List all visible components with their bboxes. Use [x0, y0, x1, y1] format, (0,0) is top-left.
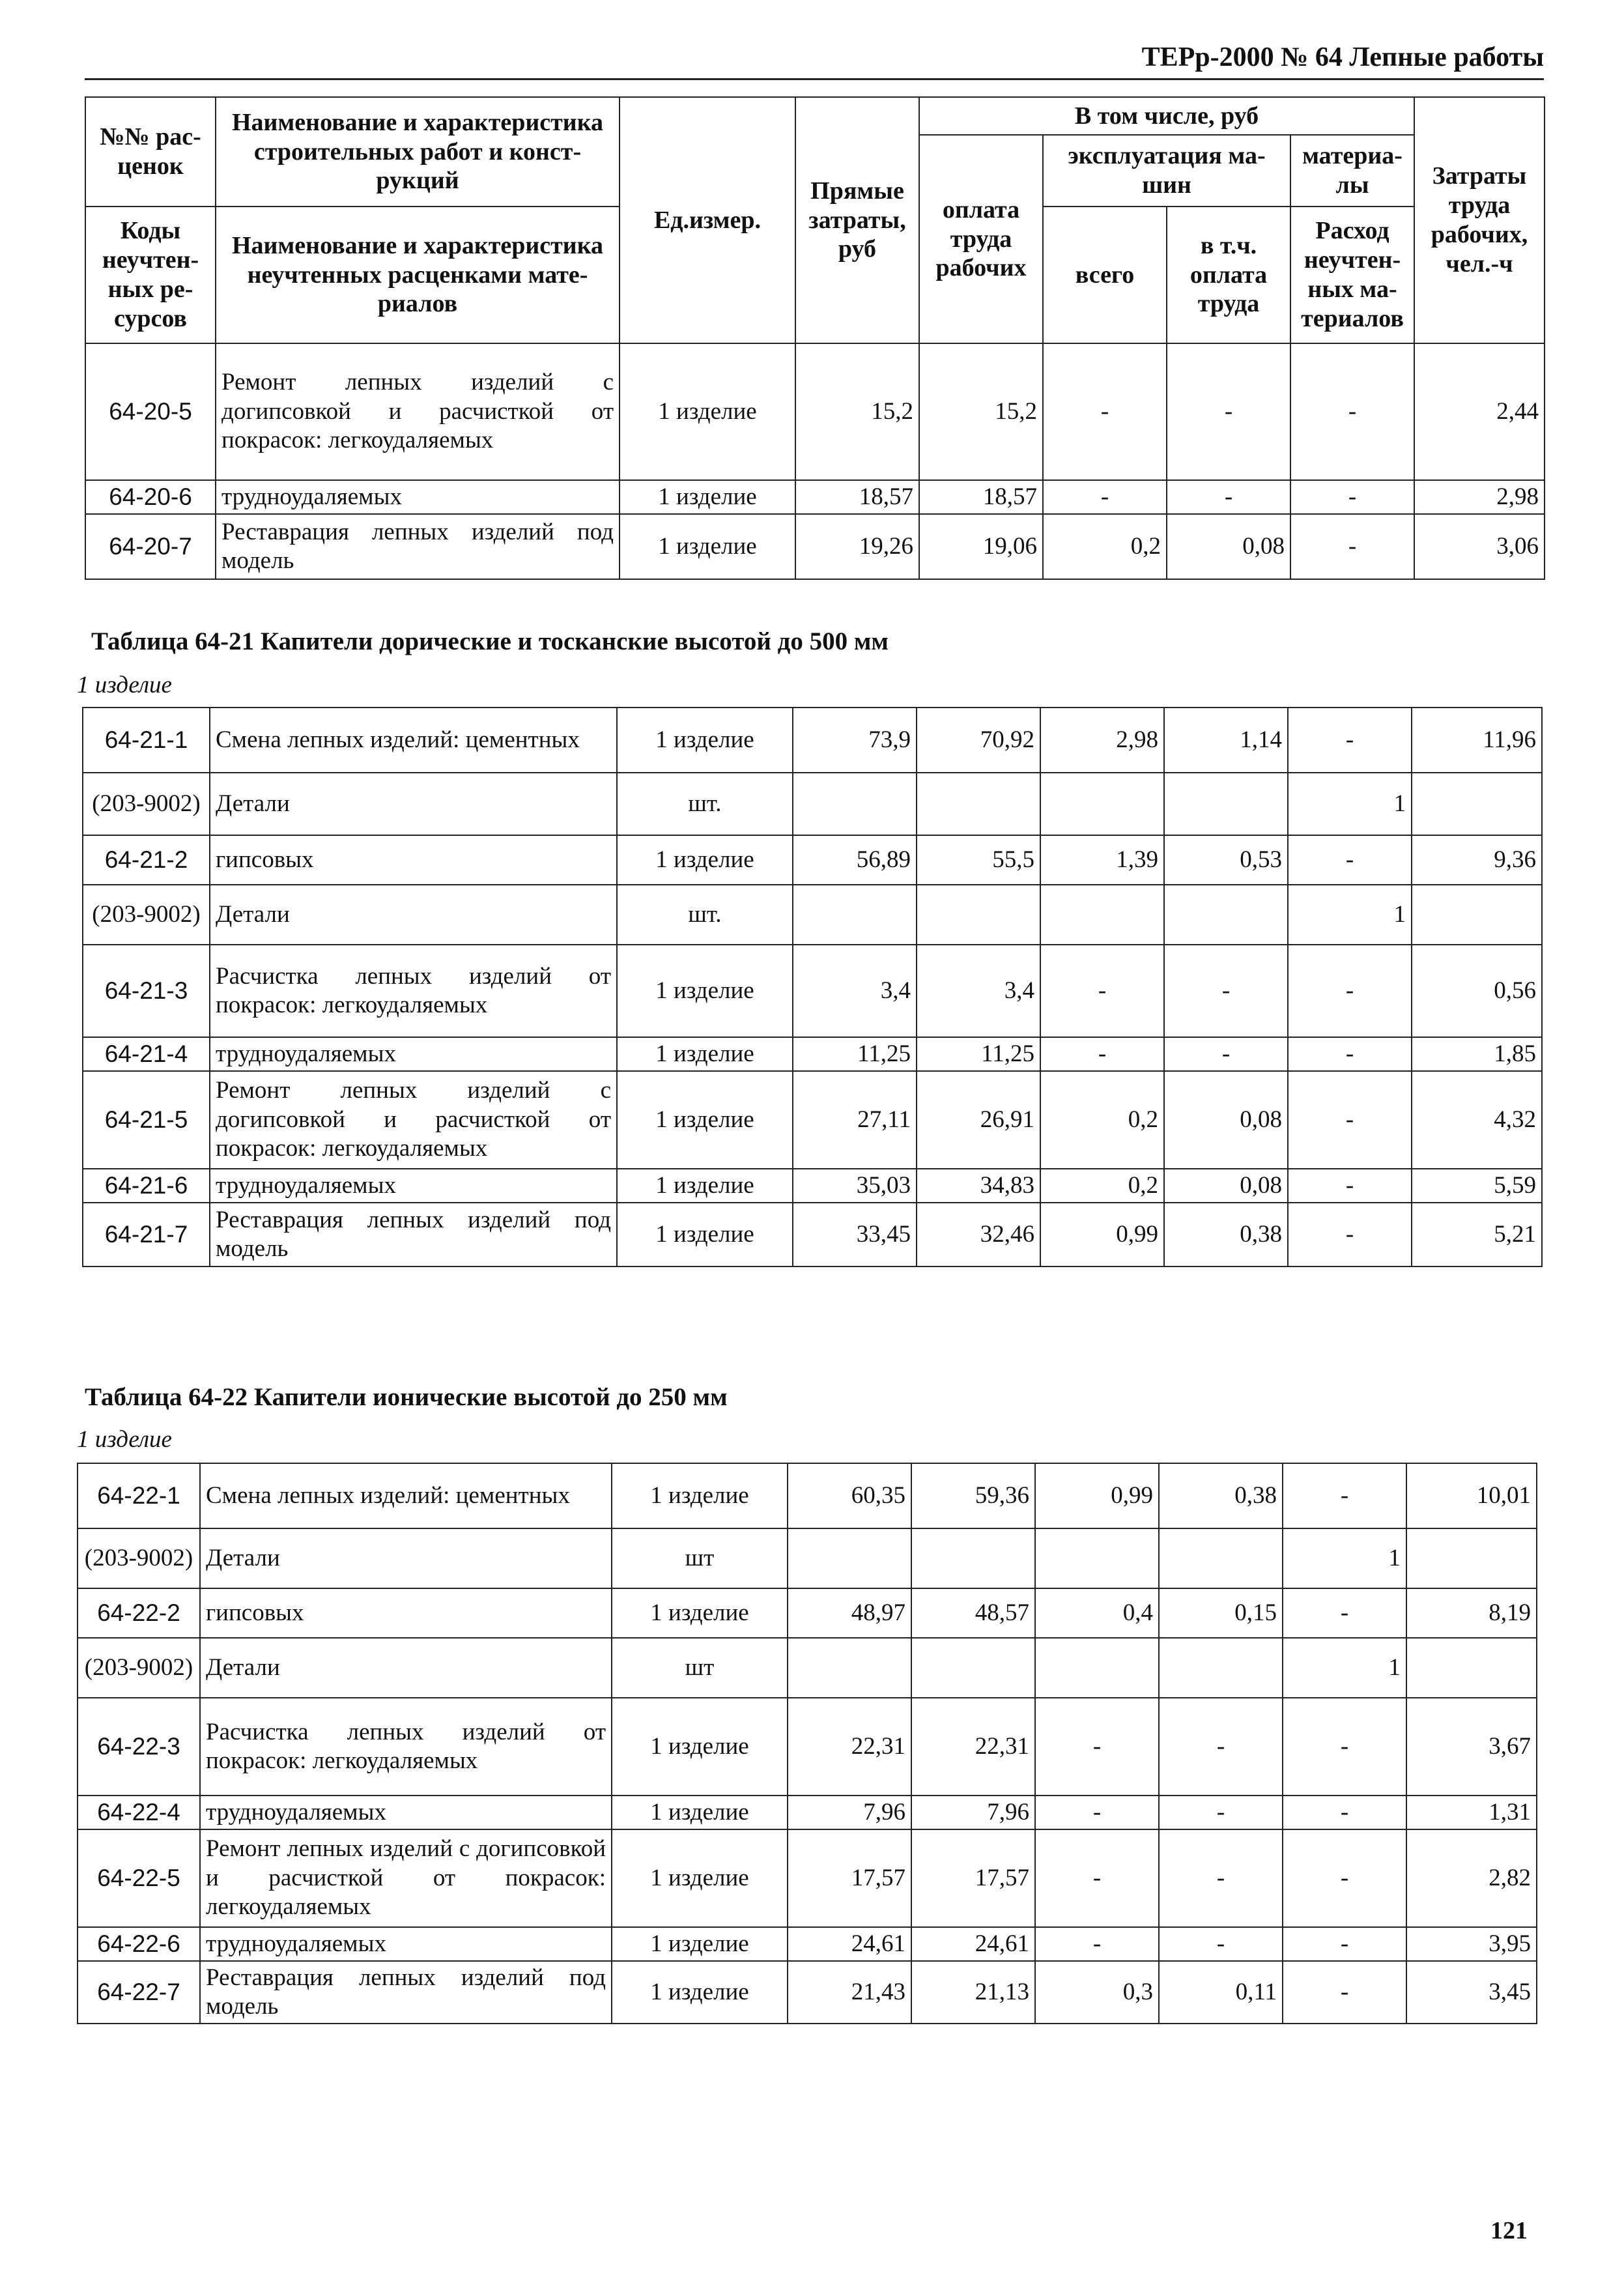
table-row	[85, 514, 1545, 579]
unit-of-measure: 1 изделие	[612, 1463, 788, 1528]
unit-of-measure: 1 изделие	[617, 835, 793, 885]
table-row	[85, 343, 1545, 480]
table-body	[85, 343, 1545, 579]
labor-wage: 15,2	[919, 343, 1043, 480]
rate-code: 64-21-7	[83, 1203, 210, 1267]
table-row	[78, 1588, 1537, 1638]
table-header	[85, 97, 1545, 343]
labor-wage: 17,57	[911, 1829, 1035, 1927]
machine-wage: 0,38	[1164, 1203, 1288, 1267]
machine-wage: -	[1159, 1829, 1283, 1927]
labor-wage: 19,06	[919, 514, 1043, 579]
col-header-name: Наименование и характеристика строительных работ и конст-рукций	[216, 97, 620, 207]
table-row	[78, 1463, 1537, 1528]
work-description: Реставрация лепных изделий под модель	[200, 1961, 612, 2024]
labor-hours: 2,82	[1406, 1829, 1537, 1927]
work-description: Детали	[210, 885, 617, 945]
table-row	[78, 1528, 1537, 1588]
rate-code: (203-9002)	[78, 1528, 200, 1588]
unit-of-measure: 1 изделие	[612, 1829, 788, 1927]
table-64-21-caption: Таблица 64-21 Капители дорические и тосканские высотой до 500 мм	[91, 627, 889, 655]
rate-code: (203-9002)	[83, 885, 210, 945]
materials: -	[1283, 1698, 1406, 1796]
table-row	[83, 1037, 1542, 1071]
labor-wage: 22,31	[911, 1698, 1035, 1796]
rate-code: 64-20-6	[85, 480, 216, 514]
table-row	[83, 1169, 1542, 1203]
col-header-machine: эксплуатация ма-шин	[1043, 135, 1290, 207]
col-header-labor: Затраты труда рабочих, чел.-ч	[1414, 97, 1545, 343]
work-description: Смена лепных изделий: цементных	[210, 708, 617, 773]
unit-of-measure: 1 изделие	[612, 1698, 788, 1796]
machine-cost: -	[1035, 1829, 1159, 1927]
table-row	[78, 1829, 1537, 1927]
direct-cost: 35,03	[793, 1169, 917, 1203]
unit-of-measure: 1 изделие	[620, 343, 795, 480]
col-header-materials-unaccounted: Расход неучтен-ных ма-териалов	[1290, 207, 1414, 343]
materials: -	[1288, 708, 1412, 773]
machine-cost: -	[1035, 1698, 1159, 1796]
rate-code: 64-21-6	[83, 1169, 210, 1203]
materials: -	[1283, 1829, 1406, 1927]
direct-cost: 17,57	[788, 1829, 911, 1927]
rates-table-64-21	[82, 707, 1543, 1267]
labor-wage	[911, 1528, 1035, 1588]
labor-hours: 10,01	[1406, 1463, 1537, 1528]
unit-of-measure: 1 изделие	[617, 1071, 793, 1169]
rates-table-64-22	[77, 1463, 1537, 2024]
machine-cost: -	[1035, 1796, 1159, 1829]
unit-of-measure: шт	[612, 1528, 788, 1588]
table-row	[83, 945, 1542, 1037]
labor-hours	[1412, 773, 1542, 835]
table-row	[83, 708, 1542, 773]
rate-code: 64-21-2	[83, 835, 210, 885]
work-description: гипсовых	[200, 1588, 612, 1638]
labor-hours: 2,44	[1414, 343, 1545, 480]
direct-cost	[793, 885, 917, 945]
col-header-unit: Ед.измер.	[620, 97, 795, 343]
materials: -	[1288, 1203, 1412, 1267]
labor-hours: 3,67	[1406, 1698, 1537, 1796]
labor-hours: 1,31	[1406, 1796, 1537, 1829]
machine-wage: 0,08	[1164, 1071, 1288, 1169]
rate-code: 64-21-1	[83, 708, 210, 773]
rate-code: (203-9002)	[78, 1638, 200, 1698]
work-description: трудноудаляемых	[200, 1796, 612, 1829]
work-description: Расчистка лепных изделий от покрасок: легкоудаляемых	[200, 1698, 612, 1796]
col-header-wage: оплата труда рабочих	[919, 135, 1043, 343]
table-row	[78, 1638, 1537, 1698]
direct-cost	[793, 773, 917, 835]
labor-hours: 5,21	[1412, 1203, 1542, 1267]
machine-wage	[1164, 773, 1288, 835]
labor-wage	[917, 773, 1040, 835]
direct-cost: 15,2	[795, 343, 919, 480]
machine-cost	[1035, 1638, 1159, 1698]
machine-wage: 0,08	[1167, 514, 1290, 579]
machine-wage: 0,11	[1159, 1961, 1283, 2024]
machine-cost: -	[1040, 945, 1164, 1037]
labor-hours: 3,95	[1406, 1927, 1537, 1961]
table-row	[85, 480, 1545, 514]
machine-cost: 0,99	[1035, 1463, 1159, 1528]
direct-cost: 73,9	[793, 708, 917, 773]
work-description: Детали	[200, 1638, 612, 1698]
col-header-code-unaccounted: Коды неучтен-ных ре-сурсов	[85, 207, 216, 343]
table-row	[83, 1071, 1542, 1169]
materials: -	[1283, 1796, 1406, 1829]
unit-of-measure: шт.	[617, 773, 793, 835]
work-description: трудноудаляемых	[216, 480, 620, 514]
work-description: Смена лепных изделий: цементных	[200, 1463, 612, 1528]
direct-cost: 27,11	[793, 1071, 917, 1169]
labor-wage: 26,91	[917, 1071, 1040, 1169]
machine-wage: 0,38	[1159, 1463, 1283, 1528]
machine-cost: 0,2	[1043, 514, 1167, 579]
rate-code: 64-22-7	[78, 1961, 200, 2024]
unit-of-measure: 1 изделие	[617, 1203, 793, 1267]
table-64-22-caption: Таблица 64-22 Капители ионические высотой до 250 мм	[85, 1383, 728, 1411]
machine-wage: 0,53	[1164, 835, 1288, 885]
unit-of-measure: 1 изделие	[617, 945, 793, 1037]
direct-cost: 21,43	[788, 1961, 911, 2024]
machine-cost: 0,4	[1035, 1588, 1159, 1638]
machine-cost: 0,99	[1040, 1203, 1164, 1267]
machine-wage: 1,14	[1164, 708, 1288, 773]
machine-wage: 0,15	[1159, 1588, 1283, 1638]
work-description: Ремонт лепных изделий с догипсовкой и расчисткой от покрасок: легкоудаляемых	[200, 1829, 612, 1927]
direct-cost	[788, 1528, 911, 1588]
machine-wage	[1159, 1638, 1283, 1698]
machine-wage: -	[1167, 343, 1290, 480]
unit-of-measure: 1 изделие	[617, 1037, 793, 1071]
rate-code: 64-20-7	[85, 514, 216, 579]
table-row	[78, 1961, 1537, 2024]
materials: -	[1283, 1961, 1406, 2024]
work-description: трудноудаляемых	[200, 1927, 612, 1961]
materials: -	[1288, 1071, 1412, 1169]
work-description: Ремонт лепных изделий с догипсовкой и расчисткой от покрасок: легкоудаляемых	[216, 343, 620, 480]
labor-wage: 7,96	[911, 1796, 1035, 1829]
machine-wage: -	[1164, 1037, 1288, 1071]
work-description: Детали	[200, 1528, 612, 1588]
direct-cost: 18,57	[795, 480, 919, 514]
rate-code: 64-22-4	[78, 1796, 200, 1829]
machine-cost: 2,98	[1040, 708, 1164, 773]
materials: -	[1290, 514, 1414, 579]
work-description: трудноудаляемых	[210, 1169, 617, 1203]
machine-cost	[1040, 885, 1164, 945]
table-64-21-unit-note: 1 изделие	[77, 672, 172, 698]
direct-cost: 24,61	[788, 1927, 911, 1961]
work-description: Реставрация лепных изделий под модель	[210, 1203, 617, 1267]
materials: -	[1283, 1927, 1406, 1961]
direct-cost: 60,35	[788, 1463, 911, 1528]
labor-wage: 21,13	[911, 1961, 1035, 2024]
rate-code: 64-22-3	[78, 1698, 200, 1796]
unit-of-measure: 1 изделие	[612, 1961, 788, 2024]
labor-hours: 2,98	[1414, 480, 1545, 514]
rate-code: 64-21-3	[83, 945, 210, 1037]
direct-cost: 56,89	[793, 835, 917, 885]
unit-of-measure: 1 изделие	[617, 1169, 793, 1203]
rate-code: 64-22-5	[78, 1829, 200, 1927]
direct-cost: 11,25	[793, 1037, 917, 1071]
unit-of-measure: 1 изделие	[612, 1588, 788, 1638]
materials: 1	[1288, 773, 1412, 835]
table-row	[83, 885, 1542, 945]
col-header-direct: Прямые затраты, руб	[795, 97, 919, 343]
labor-wage: 11,25	[917, 1037, 1040, 1071]
machine-cost: 0,2	[1040, 1169, 1164, 1203]
labor-hours: 0,56	[1412, 945, 1542, 1037]
labor-wage: 70,92	[917, 708, 1040, 773]
materials: 1	[1283, 1528, 1406, 1588]
labor-hours: 11,96	[1412, 708, 1542, 773]
rate-code: 64-20-5	[85, 343, 216, 480]
labor-wage: 55,5	[917, 835, 1040, 885]
page-number: 121	[1490, 2217, 1528, 2244]
materials: -	[1290, 480, 1414, 514]
machine-wage: 0,08	[1164, 1169, 1288, 1203]
col-header-materials: материа-лы	[1290, 135, 1414, 207]
labor-hours	[1406, 1638, 1537, 1698]
labor-hours: 5,59	[1412, 1169, 1542, 1203]
work-description: гипсовых	[210, 835, 617, 885]
materials: -	[1283, 1588, 1406, 1638]
unit-of-measure: 1 изделие	[612, 1796, 788, 1829]
table-row	[83, 835, 1542, 885]
labor-hours: 3,45	[1406, 1961, 1537, 2024]
rate-code: 64-22-1	[78, 1463, 200, 1528]
machine-wage: -	[1159, 1698, 1283, 1796]
machine-wage	[1159, 1528, 1283, 1588]
machine-wage	[1164, 885, 1288, 945]
unit-of-measure: 1 изделие	[612, 1927, 788, 1961]
labor-wage: 48,57	[911, 1588, 1035, 1638]
table-row	[83, 773, 1542, 835]
page-title: ТЕРр-2000 № 64 Лепные работы	[1141, 42, 1544, 72]
unit-of-measure: 1 изделие	[620, 514, 795, 579]
direct-cost: 22,31	[788, 1698, 911, 1796]
machine-wage: -	[1159, 1927, 1283, 1961]
table-body	[78, 1463, 1537, 2024]
rate-code: 64-22-2	[78, 1588, 200, 1638]
col-header-machine-wage: в т.ч. оплата труда	[1167, 207, 1290, 343]
labor-hours: 8,19	[1406, 1588, 1537, 1638]
labor-wage	[911, 1638, 1035, 1698]
work-description: Детали	[210, 773, 617, 835]
materials: 1	[1288, 885, 1412, 945]
machine-cost	[1035, 1528, 1159, 1588]
materials: -	[1288, 835, 1412, 885]
materials: -	[1288, 1037, 1412, 1071]
materials: -	[1283, 1463, 1406, 1528]
labor-wage: 18,57	[919, 480, 1043, 514]
table-row	[78, 1796, 1537, 1829]
work-description: трудноудаляемых	[210, 1037, 617, 1071]
materials: -	[1288, 1169, 1412, 1203]
table-row	[78, 1927, 1537, 1961]
unit-of-measure: шт.	[617, 885, 793, 945]
labor-hours: 1,85	[1412, 1037, 1542, 1071]
machine-cost: -	[1035, 1927, 1159, 1961]
direct-cost: 7,96	[788, 1796, 911, 1829]
table-64-22-unit-note: 1 изделие	[77, 1426, 172, 1453]
rate-code: (203-9002)	[83, 773, 210, 835]
materials: -	[1290, 343, 1414, 480]
table-row	[83, 1203, 1542, 1267]
machine-wage: -	[1167, 480, 1290, 514]
labor-hours: 9,36	[1412, 835, 1542, 885]
labor-hours: 3,06	[1414, 514, 1545, 579]
machine-cost: 0,2	[1040, 1071, 1164, 1169]
labor-wage: 32,46	[917, 1203, 1040, 1267]
direct-cost: 19,26	[795, 514, 919, 579]
direct-cost: 48,97	[788, 1588, 911, 1638]
work-description: Расчистка лепных изделий от покрасок: легкоудаляемых	[210, 945, 617, 1037]
materials: -	[1288, 945, 1412, 1037]
col-header-code: №№ рас-ценок	[85, 97, 216, 207]
labor-wage: 59,36	[911, 1463, 1035, 1528]
direct-cost	[788, 1638, 911, 1698]
machine-wage: -	[1164, 945, 1288, 1037]
materials: 1	[1283, 1638, 1406, 1698]
col-header-incl: В том числе, руб	[919, 97, 1414, 135]
labor-wage: 24,61	[911, 1927, 1035, 1961]
machine-cost: -	[1040, 1037, 1164, 1071]
labor-hours	[1412, 885, 1542, 945]
rates-table-64-20	[85, 96, 1545, 580]
machine-cost: 0,3	[1035, 1961, 1159, 2024]
unit-of-measure: 1 изделие	[620, 480, 795, 514]
machine-cost	[1040, 773, 1164, 835]
table-row	[78, 1698, 1537, 1796]
labor-wage	[917, 885, 1040, 945]
col-header-machine-total: всего	[1043, 207, 1167, 343]
labor-wage: 3,4	[917, 945, 1040, 1037]
unit-of-measure: шт	[612, 1638, 788, 1698]
labor-hours	[1406, 1528, 1537, 1588]
direct-cost: 3,4	[793, 945, 917, 1037]
rate-code: 64-21-4	[83, 1037, 210, 1071]
unit-of-measure: 1 изделие	[617, 708, 793, 773]
col-header-name-unaccounted: Наименование и характеристика неучтенных расценками мате-риалов	[216, 207, 620, 343]
machine-cost: -	[1043, 480, 1167, 514]
work-description: Ремонт лепных изделий с догипсовкой и расчисткой от покрасок: легкоудаляемых	[210, 1071, 617, 1169]
page-header	[85, 38, 1544, 80]
rate-code: 64-22-6	[78, 1927, 200, 1961]
machine-wage: -	[1159, 1796, 1283, 1829]
table-body	[83, 708, 1542, 1267]
labor-hours: 4,32	[1412, 1071, 1542, 1169]
direct-cost: 33,45	[793, 1203, 917, 1267]
machine-cost: 1,39	[1040, 835, 1164, 885]
labor-wage: 34,83	[917, 1169, 1040, 1203]
machine-cost: -	[1043, 343, 1167, 480]
work-description: Реставрация лепных изделий под модель	[216, 514, 620, 579]
rate-code: 64-21-5	[83, 1071, 210, 1169]
